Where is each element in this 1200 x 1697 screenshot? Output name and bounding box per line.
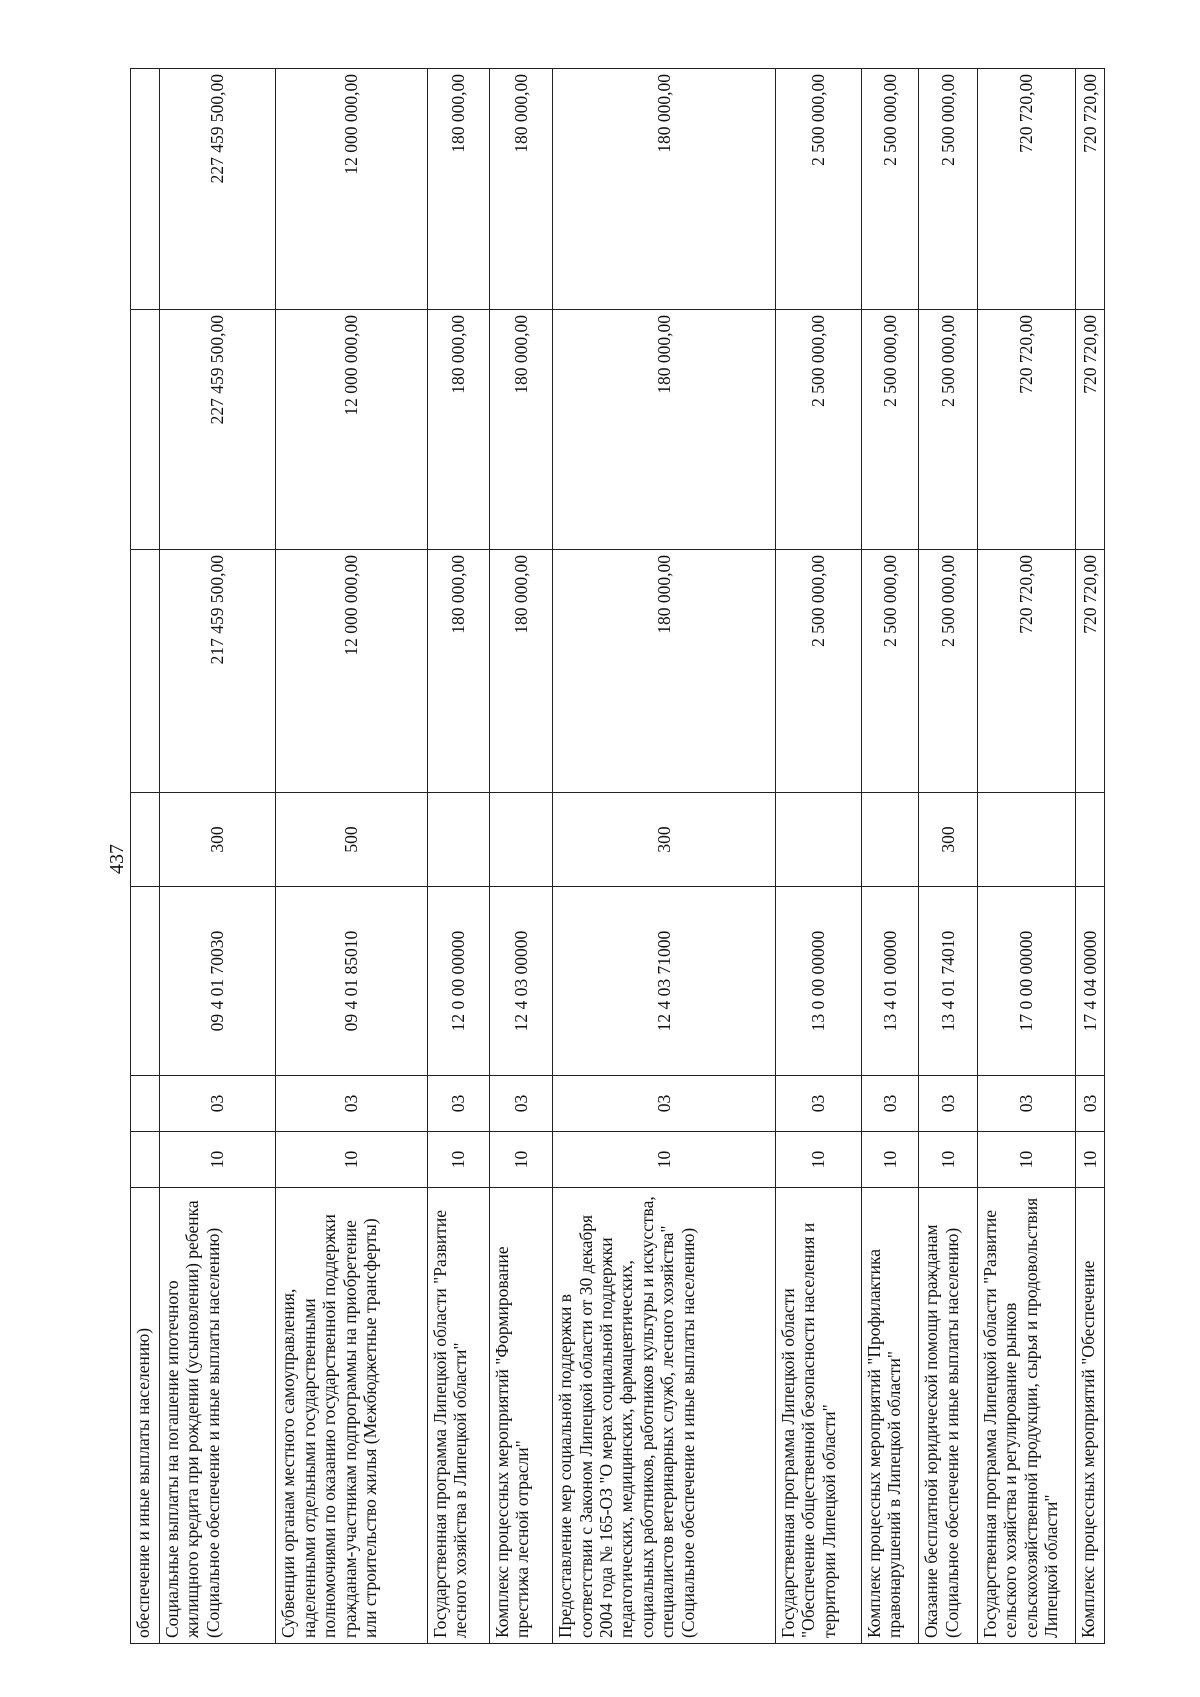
amount-year-3: 2 500 000,00 xyxy=(861,69,919,310)
table-row xyxy=(861,69,919,1644)
amount-year-2: 180 000,00 xyxy=(553,310,776,550)
amount-year-1: 2 500 000,00 xyxy=(919,550,978,793)
table-row xyxy=(131,69,160,1644)
amount-year-1: 2 500 000,00 xyxy=(775,550,861,793)
amount-year-3: 180 000,00 xyxy=(489,69,552,310)
section-code: 10 xyxy=(553,1132,776,1188)
amount-year-3: 12 000 000,00 xyxy=(276,69,427,310)
table-row xyxy=(276,69,427,1644)
expense-type-code: 500 xyxy=(276,793,427,887)
rotated-page-content xyxy=(130,69,1105,1644)
amount-year-2: 720 720,00 xyxy=(1076,310,1105,550)
amount-year-2: 2 500 000,00 xyxy=(775,310,861,550)
amount-year-2: 720 720,00 xyxy=(977,310,1075,550)
subsection-code: 03 xyxy=(553,1076,776,1132)
amount-year-2: 2 500 000,00 xyxy=(861,310,919,550)
amount-year-1: 180 000,00 xyxy=(489,550,552,793)
row-description: Комплекс процессных мероприятий "Формирование престижа лесной отрасли" xyxy=(489,1188,552,1644)
table-row xyxy=(159,69,275,1644)
amount-year-1 xyxy=(131,550,160,793)
expense-type-code xyxy=(489,793,552,887)
row-description: обеспечение и иные выплаты населению) xyxy=(131,1188,160,1644)
expense-type-code xyxy=(1076,793,1105,887)
amount-year-1: 2 500 000,00 xyxy=(861,550,919,793)
amount-year-2: 180 000,00 xyxy=(427,310,489,550)
amount-year-3: 180 000,00 xyxy=(427,69,489,310)
table-row xyxy=(919,69,978,1644)
amount-year-2: 2 500 000,00 xyxy=(919,310,978,550)
row-description: Комплекс процессных мероприятий "Обеспечение xyxy=(1076,1188,1105,1644)
amount-year-2: 227 459 500,00 xyxy=(159,310,275,550)
amount-year-3: 227 459 500,00 xyxy=(159,69,275,310)
row-description: Оказание бесплатной юридической помощи гражданам (Социальное обеспечение и иные выплаты населению) xyxy=(919,1188,978,1644)
amount-year-3: 2 500 000,00 xyxy=(919,69,978,310)
subsection-code: 03 xyxy=(919,1076,978,1132)
table-row xyxy=(489,69,552,1644)
amount-year-3: 2 500 000,00 xyxy=(775,69,861,310)
section-code: 10 xyxy=(977,1132,1075,1188)
amount-year-1: 180 000,00 xyxy=(553,550,776,793)
expense-type-code xyxy=(775,793,861,887)
amount-year-1: 720 720,00 xyxy=(977,550,1075,793)
target-article-code: 13 4 01 00000 xyxy=(861,887,919,1076)
table-row xyxy=(775,69,861,1644)
target-article-code: 12 4 03 71000 xyxy=(553,887,776,1076)
subsection-code: 03 xyxy=(861,1076,919,1132)
subsection-code: 03 xyxy=(159,1076,275,1132)
amount-year-1: 180 000,00 xyxy=(427,550,489,793)
subsection-code xyxy=(131,1076,160,1132)
subsection-code: 03 xyxy=(1076,1076,1105,1132)
amount-year-2 xyxy=(131,310,160,550)
section-code: 10 xyxy=(1076,1132,1105,1188)
target-article-code: 12 0 00 00000 xyxy=(427,887,489,1076)
amount-year-1: 12 000 000,00 xyxy=(276,550,427,793)
target-article-code: 09 4 01 70030 xyxy=(159,887,275,1076)
subsection-code: 03 xyxy=(977,1076,1075,1132)
target-article-code: 13 4 01 74010 xyxy=(919,887,978,1076)
amount-year-3: 180 000,00 xyxy=(553,69,776,310)
subsection-code: 03 xyxy=(775,1076,861,1132)
section-code: 10 xyxy=(919,1132,978,1188)
section-code: 10 xyxy=(159,1132,275,1188)
budget-table xyxy=(130,68,1105,1644)
amount-year-3: 720 720,00 xyxy=(977,69,1075,310)
amount-year-1: 217 459 500,00 xyxy=(159,550,275,793)
table-row xyxy=(427,69,489,1644)
row-description: Государственная программа Липецкой области "Развитие лесного хозяйства в Липецкой области" xyxy=(427,1188,489,1644)
amount-year-2: 12 000 000,00 xyxy=(276,310,427,550)
expense-type-code: 300 xyxy=(919,793,978,887)
subsection-code: 03 xyxy=(427,1076,489,1132)
expense-type-code xyxy=(131,793,160,887)
section-code: 10 xyxy=(775,1132,861,1188)
row-description: Государственная программа Липецкой области "Развитие сельского хозяйства и регулирование рынков сельскохозяйственной продукции, сырья и продовольствия Липецкой области" xyxy=(977,1188,1075,1644)
expense-type-code xyxy=(427,793,489,887)
expense-type-code: 300 xyxy=(553,793,776,887)
row-description: Субвенции органам местного самоуправления, наделенными отдельными государственными полномочиями по оказанию государственной поддержки гражданам-участникам подпрограммы на приобретение или строительство жилья (Межбюджетные трансферты) xyxy=(276,1188,427,1644)
amount-year-3 xyxy=(131,69,160,310)
section-code xyxy=(131,1132,160,1188)
table-row xyxy=(977,69,1075,1644)
expense-type-code xyxy=(977,793,1075,887)
target-article-code: 12 4 03 00000 xyxy=(489,887,552,1076)
expense-type-code: 300 xyxy=(159,793,275,887)
amount-year-2: 180 000,00 xyxy=(489,310,552,550)
target-article-code: 13 0 00 00000 xyxy=(775,887,861,1076)
section-code: 10 xyxy=(489,1132,552,1188)
table-row xyxy=(553,69,776,1644)
target-article-code: 17 4 04 00000 xyxy=(1076,887,1105,1076)
target-article-code: 17 0 00 00000 xyxy=(977,887,1075,1076)
expense-type-code xyxy=(861,793,919,887)
row-description: Государственная программа Липецкой области "Обеспечение общественной безопасности населения и территории Липецкой области" xyxy=(775,1188,861,1644)
page-number: 437 xyxy=(106,844,128,874)
table-row xyxy=(1076,69,1105,1644)
subsection-code: 03 xyxy=(489,1076,552,1132)
table-body xyxy=(131,69,1105,1644)
target-article-code: 09 4 01 85010 xyxy=(276,887,427,1076)
amount-year-1: 720 720,00 xyxy=(1076,550,1105,793)
amount-year-3: 720 720,00 xyxy=(1076,69,1105,310)
row-description: Комплекс процессных мероприятий "Профилактика правонарушений в Липецкой области" xyxy=(861,1188,919,1644)
section-code: 10 xyxy=(427,1132,489,1188)
section-code: 10 xyxy=(861,1132,919,1188)
row-description: Социальные выплаты на погашение ипотечного жилищного кредита при рождении (усыновлении) ребенка (Социальное обеспечение и иные выплаты населению) xyxy=(159,1188,275,1644)
target-article-code xyxy=(131,887,160,1076)
section-code: 10 xyxy=(276,1132,427,1188)
subsection-code: 03 xyxy=(276,1076,427,1132)
row-description: Предоставление мер социальной поддержки в соответствии с Законом Липецкой области от 30 декабря 2004 года № 165-ОЗ "О мерах социальной поддержки педагогических, медицинских, фармацевтических, социальных работников, работников культуры и искусства, специалистов ветеринарных служб, лесного хозяйства" (Социальное обеспечение и иные выплаты населению) xyxy=(553,1188,776,1644)
